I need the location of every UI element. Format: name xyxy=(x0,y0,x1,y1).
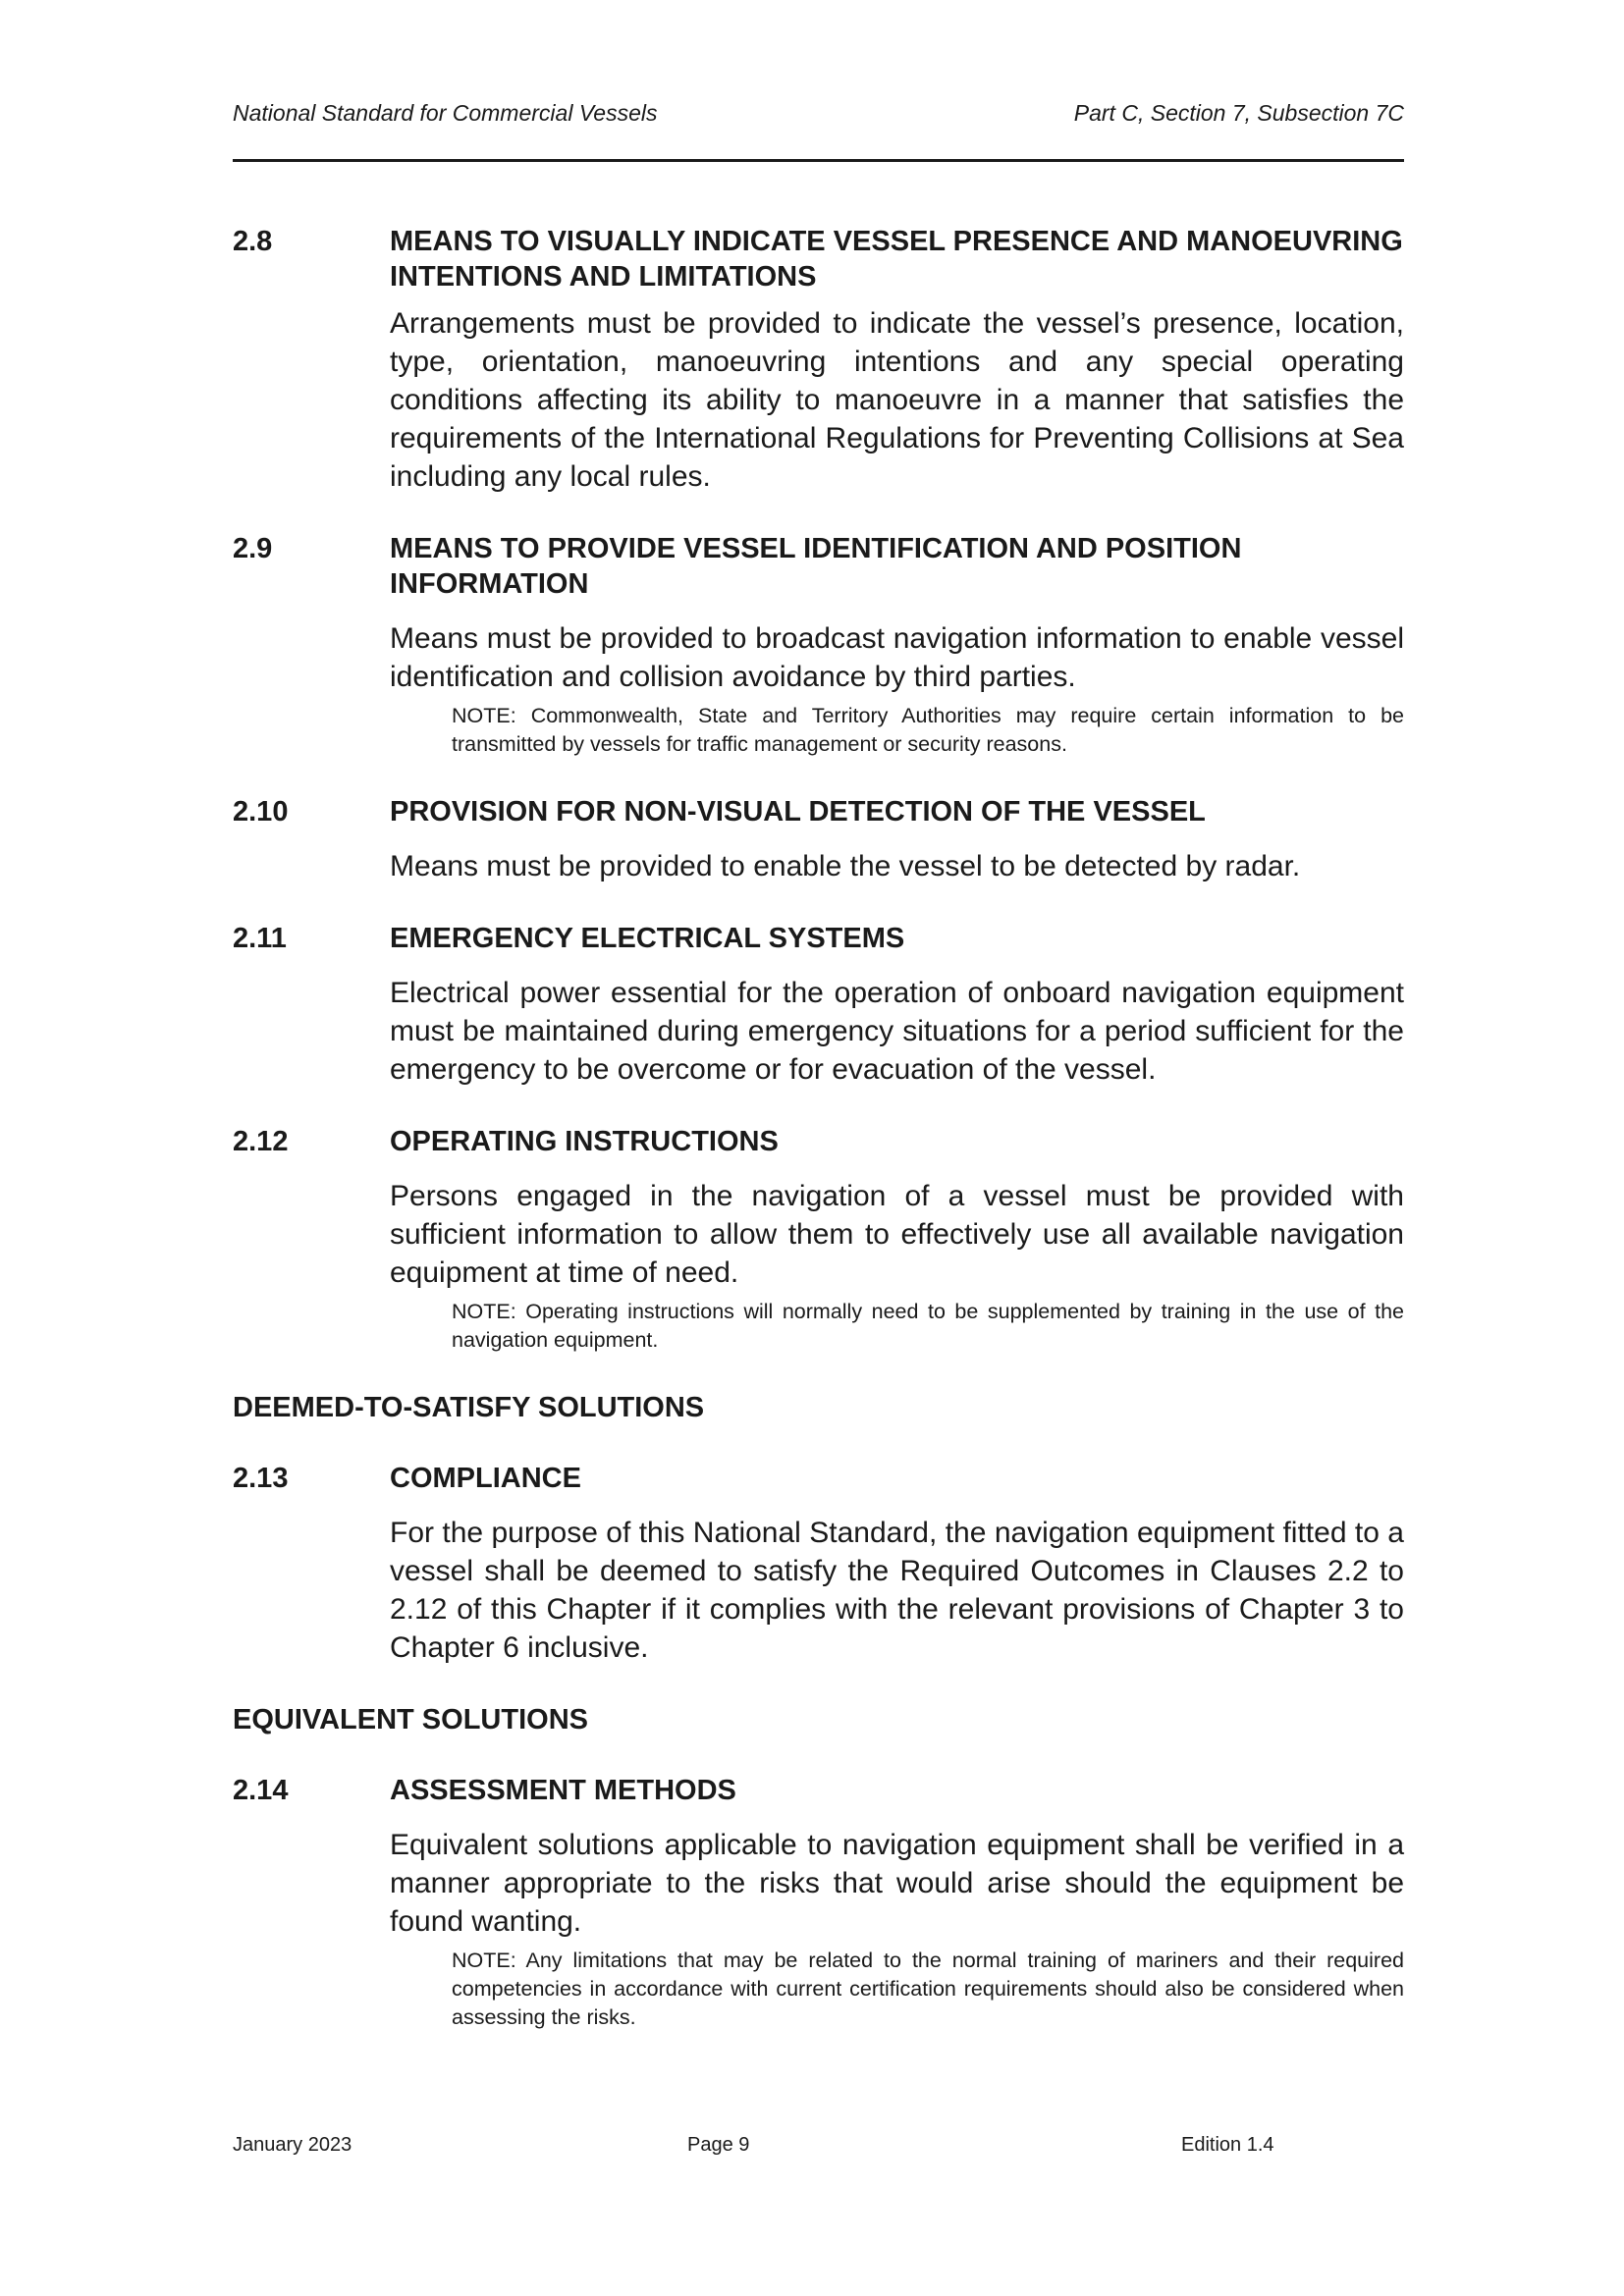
page-header xyxy=(233,100,1404,162)
clause-body: Electrical power essential for the operation of onboard navigation equipment must be maintained during emergency situations for a period sufficient for the emergency to be overcome or for evacuation of the vessel. xyxy=(390,977,1404,1086)
footer-edition: Edition 1.4 xyxy=(1181,2134,1274,2156)
section-heading-equivalent: EQUIVALENT SOLUTIONS xyxy=(233,1704,588,1735)
clause-heading: MEANS TO PROVIDE VESSEL IDENTIFICATION AND POSITION INFORMATION xyxy=(390,533,1242,600)
header-standard-title: National Standard for Commercial Vessels xyxy=(233,100,658,126)
clause-note: NOTE: Operating instructions will normally need to be supplemented by training in the use of the navigation equipment. xyxy=(452,1300,1404,1352)
clause-2-8 xyxy=(233,224,1404,496)
clause-body: Means must be provided to broadcast navigation information to enable vessel identification and collision avoidance by third parties. xyxy=(390,622,1404,693)
clause-heading: COMPLIANCE xyxy=(390,1463,581,1494)
clause-heading: EMERGENCY ELECTRICAL SYSTEMS xyxy=(390,923,905,954)
clause-2-10 xyxy=(233,794,1404,885)
clause-number: 2.10 xyxy=(233,796,289,828)
clause-2-9 xyxy=(233,531,1404,759)
section-heading-deemed-to-satisfy: DEEMED-TO-SATISFY SOLUTIONS xyxy=(233,1392,705,1423)
clause-body: Equivalent solutions applicable to navigation equipment shall be verified in a manner appropriate to the risks that would arise should the equipment be found wanting. xyxy=(390,1829,1404,1938)
clause-heading: PROVISION FOR NON-VISUAL DETECTION OF THE VESSEL xyxy=(390,796,1206,828)
clause-number: 2.9 xyxy=(233,533,273,564)
clause-number: 2.14 xyxy=(233,1775,289,1806)
clause-2-11 xyxy=(233,921,1404,1089)
clause-note: NOTE: Any limitations that may be related to the normal training of mariners and their required competencies in accordance with current certification requirements should also be considered when assessing the risks. xyxy=(452,1949,1404,2029)
clause-2-14 xyxy=(233,1773,1404,2032)
footer-date: January 2023 xyxy=(233,2134,352,2156)
clause-body: Means must be provided to enable the vessel to be detected by radar. xyxy=(390,850,1301,882)
header-section-reference: Part C, Section 7, Subsection 7C xyxy=(1073,100,1404,126)
clause-body: For the purpose of this National Standard, the navigation equipment fitted to a vessel shall be deemed to satisfy the Required Outcomes in Clauses 2.2 to 2.12 of this Chapter if it complies with the relevant provisions of Chapter 3 to Chapter 6 inclusive. xyxy=(390,1517,1404,1664)
clause-number: 2.13 xyxy=(233,1463,289,1494)
clause-body: Persons engaged in the navigation of a vessel must be provided with sufficient information to allow them to effectively use all available navigation equipment at time of need. xyxy=(390,1180,1404,1289)
clause-number: 2.8 xyxy=(233,226,273,257)
clause-heading: OPERATING INSTRUCTIONS xyxy=(390,1126,779,1157)
clause-heading: ASSESSMENT METHODS xyxy=(390,1775,736,1806)
page-content xyxy=(233,224,1404,2032)
clause-heading: MEANS TO VISUALLY INDICATE VESSEL PRESENCE AND MANOEUVRING INTENTIONS AND LIMITATIONS xyxy=(390,226,1403,293)
clause-2-13 xyxy=(233,1461,1404,1667)
clause-number: 2.11 xyxy=(233,923,287,954)
footer-page-number: Page 9 xyxy=(687,2134,750,2156)
clause-body: Arrangements must be provided to indicate the vessel’s presence, location, type, orientation, manoeuvring intentions and any special operating conditions affecting its ability to manoeuvre in a manner that satisfies the requirements of the International Regulations for Preventing Collisions at Sea including any local rules. xyxy=(390,307,1404,493)
clause-2-12 xyxy=(233,1124,1404,1355)
clause-number: 2.12 xyxy=(233,1126,289,1157)
clause-note: NOTE: Commonwealth, State and Territory Authorities may require certain information to be transmitted by vessels for traffic management or security reasons. xyxy=(452,704,1404,756)
